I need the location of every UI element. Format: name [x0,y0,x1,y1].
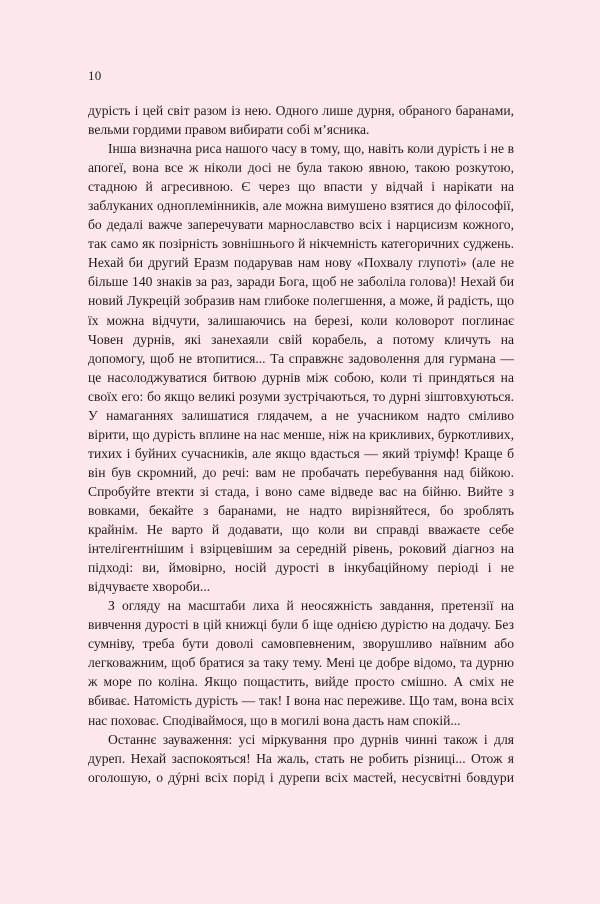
body-text-column [88,101,514,787]
paragraph-final-remark: Останнє зауваження: усі міркування про дурнів чинні також і для дуреп. Нехай заспокояться! На жаль, стать не робить різниці... Отож я оголошую, о дýрні всіх порід і дурепи всіх мастей, несусвітні бовдури [88,731,514,785]
page-number: 10 [88,68,102,83]
paragraph-second-trait: Інша визначна риса нашого часу в тому, що, навіть коли дурість і не в апогеї, вона все ж ніколи досі не була такою явною, такою розкутою, стадною й агресивною. Є через що впасти у відчай і нарікати на заблуканих одноплемінників, але можна вимушено взятися до філософії, бо дедалі важче заперечувати марнославство всіх і нарцисизм кожного, так само як позірність зовнішнього й нікчемність категоричних суджень. Нехай би другий Еразм подарував нам нову «Похвалу глупоті» (але не більше 140 знаків за раз, заради Бога, щоб не заболіла голова)! Нехай би новий Лукрецій зобразив нам глибоке полегшення, а може, й радість, що їх можна відчути, залишаючись на березі, коли коловорот поглинає Човен дурнів, які занехаяли свій корабель, а потому кличуть на допомогу, щоб не втопитися... Та справжнє задоволення для гурмана — це насолоджуватися битвою дурнів між собою, коли ті приндяться на своїх его: бо якщо великі розуми зустрічаються, то дурні зіштовхуються. У намаганнях залишатися глядачем, а не учасником надто сміливо вірити, що дурість вплине на нас менше, ніж на крикливих, буркотливих, тихих і буйних сучасників, але якщо вдасться — який тріумф! Краще б він був скромний, до речі: вам не пробачать перебування над бійкою. Спробуйте втекти зі стада, і воно саме відведе вас на бійню. Вийте з вовками, бекайте з баранами, не надто вирізняйтеся, бо зроблять крайнім. Не варто й додавати, що коли ви справді вважаєте себе інтелігентнішим і взірцевішим за середній рівень, роковий діагноз на підході: ви, ймовірно, носій дурості в інкубаційному періоді і не відчуваєте хвороби... [88,141,514,595]
paragraph-continued: дурість і цей світ разом із нею. Одного лише дурня, обраного баранами, вельми гордими правом вибирати собі м’ясника. [88,103,514,138]
paragraph-scale-of-task: З огляду на масштаби лиха й неосяжність завдання, претензії на вивчення дурості в цій книжці були б іще однією дурістю на додачу. Без сумніву, треба бути доволі самовпевненим, зворушливо наївним або легковажним, щоб братися за таку тему. Мені це добре відомо, та дурню ж море по коліна. Якщо пощастить, вийде просто смішно. А сміх не вбиває. Натомість дурість — так! І вона нас переживе. Що там, вона всіх нас поховає. Сподіваймося, що в могилі вона дасть нам спокій... [88,598,514,728]
